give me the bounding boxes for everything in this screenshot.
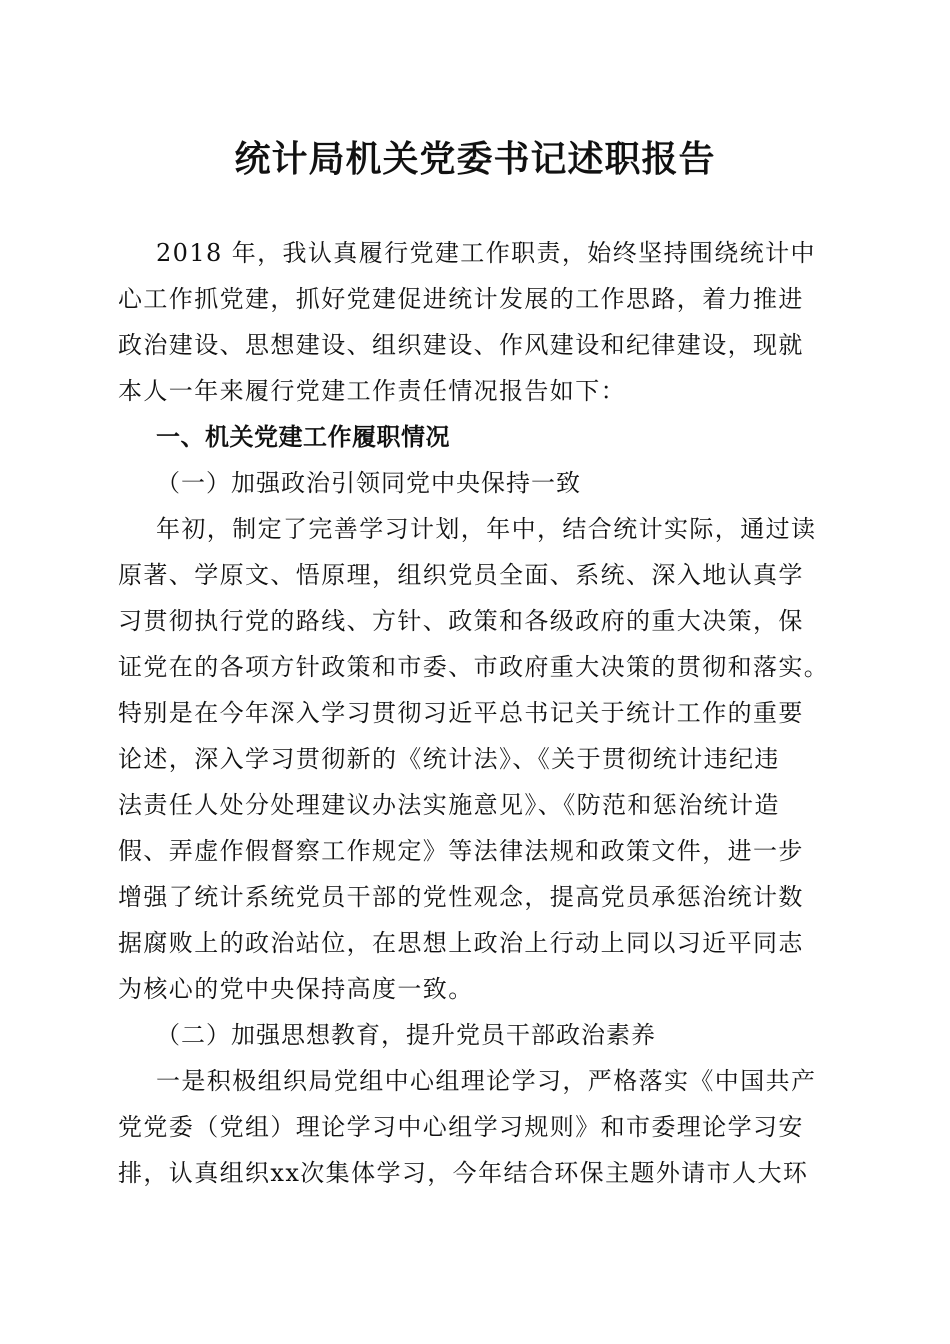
text-line: 论述，深入学习贯彻新的《统计法》、《关于贯彻统计违纪违 bbox=[118, 745, 780, 773]
text-line: 证党在的各项方针政策和市委、市政府重大决策的贯彻和落实。 bbox=[118, 653, 830, 681]
text-line: 据腐败上的政治站位，在思想上政治上行动上同以习近平同志 bbox=[118, 929, 804, 957]
document-body bbox=[118, 230, 830, 1196]
subsection-heading: （一）加强政治引领同党中央保持一致 bbox=[156, 469, 581, 497]
text-line: 原著、学原文、悟原理，组织党员全面、系统、深入地认真学 bbox=[118, 561, 804, 589]
text-line: 特别是在今年深入学习贯彻习近平总书记关于统计工作的重要 bbox=[118, 699, 804, 727]
text-line: 增强了统计系统党员干部的党性观念，提高党员承惩治统计数 bbox=[118, 883, 804, 911]
text-line: 一是积极组织局党组中心组理论学习，严格落实《中国共产 bbox=[156, 1067, 817, 1095]
text-line: 政治建设、思想建设、组织建设、作风建设和纪律建设，现就 bbox=[118, 331, 804, 359]
intro-paragraph bbox=[118, 230, 830, 414]
section-heading: 一、机关党建工作履职情况 bbox=[156, 423, 450, 451]
text-line: 排，认真组织xx次集体学习，今年结合环保主题外请市人大环 bbox=[118, 1159, 809, 1187]
text-line: 假、弄虚作假督察工作规定》等法律法规和政策文件，进一步 bbox=[118, 837, 804, 865]
text-line: 本人一年来履行党建工作责任情况报告如下： bbox=[118, 377, 626, 405]
document-title: 统计局机关党委书记述职报告 bbox=[234, 138, 716, 180]
text-line: 年初，制定了完善学习计划，年中，结合统计实际，通过读 bbox=[156, 515, 817, 543]
subsection-heading: （二）加强思想教育，提升党员干部政治素养 bbox=[156, 1021, 656, 1049]
subsection-paragraph bbox=[118, 506, 830, 1012]
text-line: 党党委（党组）理论学习中心组学习规则》和市委理论学习安 bbox=[118, 1113, 804, 1141]
text-line: 法责任人处分处理建议办法实施意见》、《防范和惩治统计造 bbox=[118, 791, 780, 819]
text-line: 为核心的党中央保持高度一致。 bbox=[118, 975, 474, 1003]
subsection-paragraph bbox=[118, 1058, 830, 1196]
text-line: 2018 年，我认真履行党建工作职责，始终坚持围绕统计中 bbox=[156, 239, 816, 267]
text-line: 习贯彻执行党的路线、方针、政策和各级政府的重大决策，保 bbox=[118, 607, 804, 635]
text-line: 心工作抓党建，抓好党建促进统计发展的工作思路，着力推进 bbox=[118, 285, 804, 313]
